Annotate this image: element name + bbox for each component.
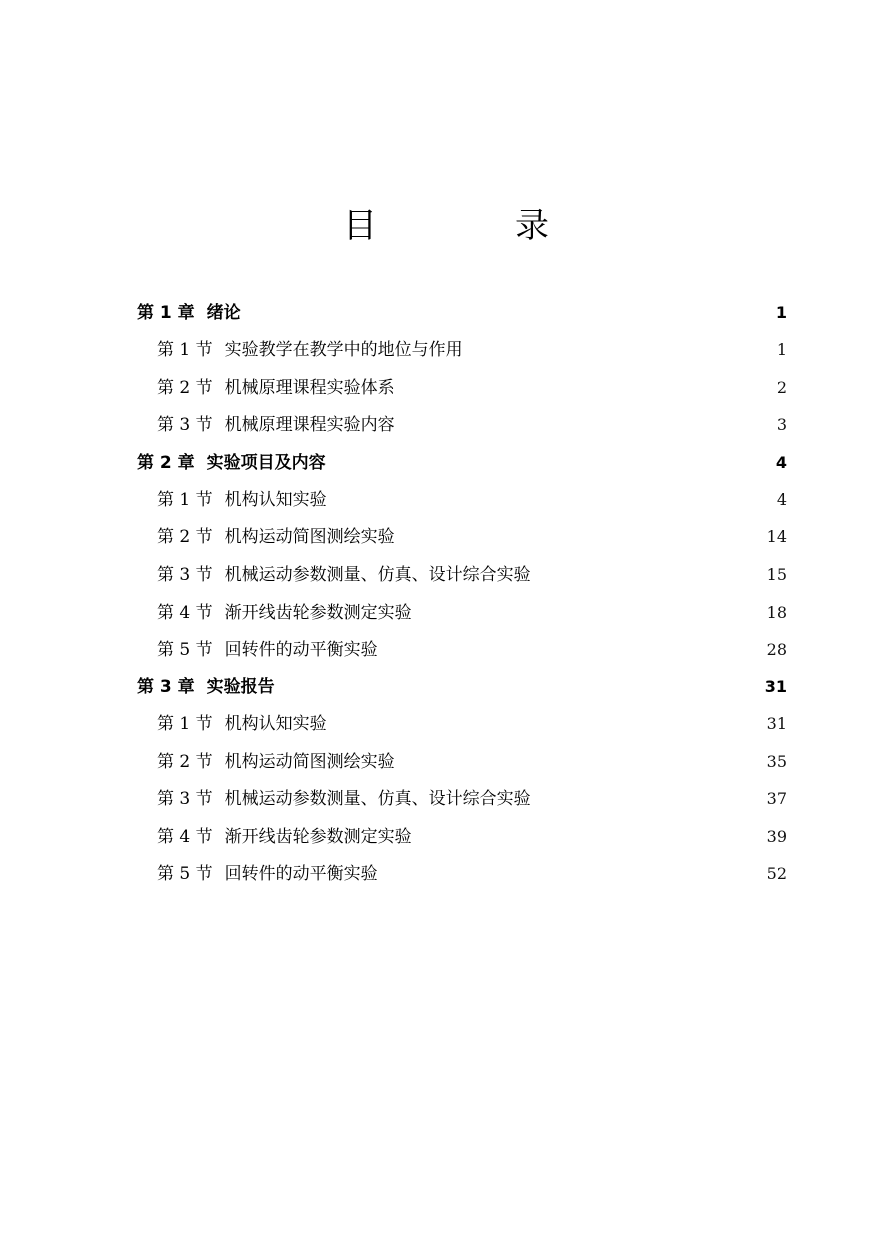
toc-page-number: 35	[766, 752, 787, 771]
toc-entry-number: 第 3 节	[157, 789, 213, 809]
toc-entry-title: 渐开线齿轮参数测定实验	[224, 603, 412, 623]
toc-page-number: 52	[766, 864, 787, 883]
toc-entry-number: 第 5 节	[157, 864, 213, 884]
toc-entry-label	[157, 598, 412, 628]
toc-entry-title: 回转件的动平衡实验	[224, 864, 378, 884]
toc-entry-label	[157, 747, 395, 777]
toc-entry-title: 机械原理课程实验体系	[224, 378, 395, 398]
toc-page-number: 18	[766, 603, 787, 622]
toc-entry-title: 机构认知实验	[224, 490, 327, 510]
toc-entry-number: 第 4 节	[157, 827, 213, 847]
toc-entry-label	[137, 298, 241, 328]
toc-section-2-5[interactable]	[0, 635, 892, 665]
toc-entry-title: 绪论	[206, 303, 241, 323]
toc-section-3-5[interactable]	[0, 859, 892, 889]
toc-entry-title: 实验报告	[206, 677, 275, 697]
toc-entry-title: 渐开线齿轮参数测定实验	[224, 827, 412, 847]
toc-entry-title: 回转件的动平衡实验	[224, 640, 378, 660]
toc-entry-number: 第 1 节	[157, 340, 213, 360]
toc-entry-number: 第 2 节	[157, 752, 213, 772]
toc-section-2-1[interactable]	[0, 485, 892, 515]
toc-entry-number: 第 1 节	[157, 490, 213, 510]
toc-section-1-3[interactable]	[0, 410, 892, 440]
toc-entry-title: 机械原理课程实验内容	[224, 415, 395, 435]
toc-page-number: 31	[766, 714, 787, 733]
toc-section-1-2[interactable]	[0, 373, 892, 403]
toc-section-3-1[interactable]	[0, 709, 892, 739]
toc-chapter-2[interactable]	[0, 448, 892, 478]
toc-entry-number: 第 5 节	[157, 640, 213, 660]
toc-entry-number: 第 3 节	[157, 565, 213, 585]
toc-section-3-2[interactable]	[0, 747, 892, 777]
toc-page-number: 1	[776, 340, 787, 359]
toc-page-number: 39	[766, 827, 787, 846]
toc-section-3-4[interactable]	[0, 822, 892, 852]
toc-entry-title: 机构认知实验	[224, 714, 327, 734]
page-title: 目 录	[343, 206, 601, 246]
toc-page-number: 31	[764, 677, 787, 696]
toc-chapter-1[interactable]	[0, 298, 892, 328]
toc-entry-label	[157, 822, 412, 852]
toc-page-number: 1	[775, 303, 787, 322]
toc-page-number: 15	[766, 565, 787, 584]
toc-page-number: 3	[776, 415, 787, 434]
toc-entry-title: 机构运动简图测绘实验	[224, 527, 395, 547]
toc-entry-number: 第 4 节	[157, 603, 213, 623]
toc-entry-title: 机械运动参数测量、仿真、设计综合实验	[224, 789, 531, 809]
toc-page-number: 2	[776, 378, 787, 397]
toc-section-2-2[interactable]	[0, 522, 892, 552]
toc-entry-label	[157, 709, 327, 739]
toc-entry-label	[157, 560, 531, 590]
toc-page-number: 4	[775, 453, 787, 472]
toc-entry-label	[157, 859, 378, 889]
toc-entry-number: 第 2 节	[157, 378, 213, 398]
toc-page-number: 37	[766, 789, 787, 808]
toc-entry-number: 第 3 章	[137, 677, 195, 697]
toc-entry-label	[137, 448, 326, 478]
toc-section-2-3[interactable]	[0, 560, 892, 590]
toc-entry-number: 第 1 节	[157, 714, 213, 734]
toc-page-number: 28	[766, 640, 787, 659]
toc-page-number: 14	[766, 527, 787, 546]
toc-entry-title: 实验项目及内容	[206, 453, 326, 473]
toc-entry-label	[157, 784, 531, 814]
toc-section-1-1[interactable]	[0, 335, 892, 365]
toc-entry-number: 第 3 节	[157, 415, 213, 435]
toc-entry-title: 实验教学在教学中的地位与作用	[224, 340, 463, 360]
toc-chapter-3[interactable]	[0, 672, 892, 702]
toc-entry-title: 机械运动参数测量、仿真、设计综合实验	[224, 565, 531, 585]
toc-entry-label	[157, 522, 395, 552]
toc-section-3-3[interactable]	[0, 784, 892, 814]
toc-entry-label	[157, 335, 463, 365]
toc-entry-number: 第 2 节	[157, 527, 213, 547]
toc-entry-label	[157, 485, 327, 515]
toc-entry-label	[157, 635, 378, 665]
toc-page-number: 4	[776, 490, 787, 509]
toc-entry-number: 第 1 章	[137, 303, 195, 323]
toc-entry-label	[157, 373, 395, 403]
toc-entry-number: 第 2 章	[137, 453, 195, 473]
toc-section-2-4[interactable]	[0, 598, 892, 628]
toc-entry-label	[157, 410, 395, 440]
toc-entry-label	[137, 672, 275, 702]
toc-entry-title: 机构运动简图测绘实验	[224, 752, 395, 772]
